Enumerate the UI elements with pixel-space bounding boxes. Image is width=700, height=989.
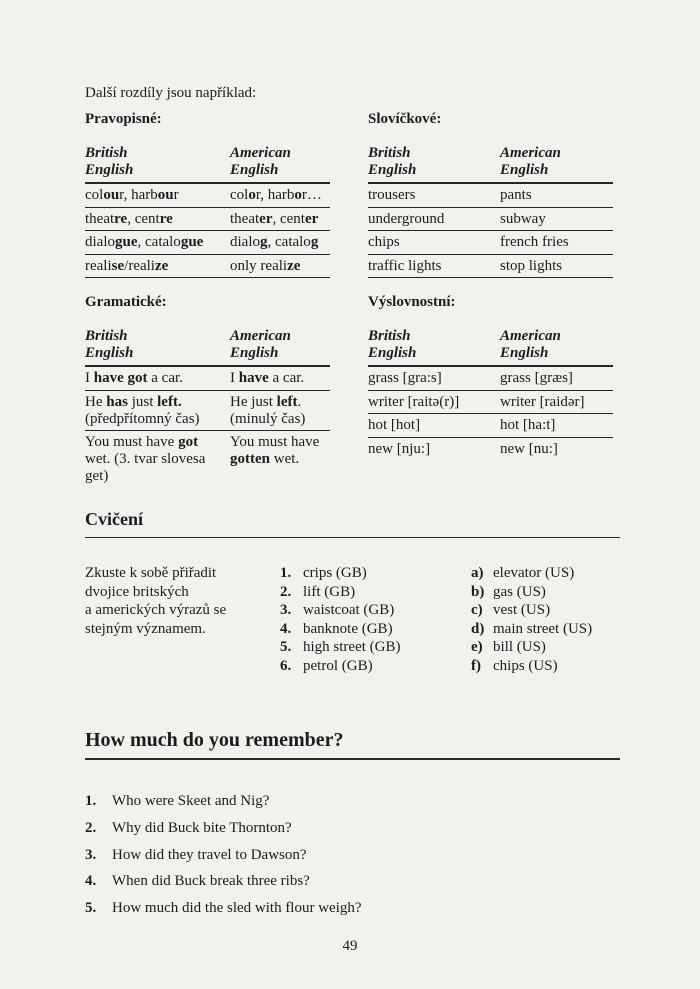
table-cell: dialog, catalog <box>230 234 319 250</box>
text-line: a amerických výrazů se <box>85 602 227 618</box>
table-header-british <box>368 145 500 178</box>
table-body <box>368 367 613 460</box>
list-item <box>85 788 620 815</box>
exercise-us-list <box>471 564 662 675</box>
table-cell: pants <box>500 187 532 203</box>
list-item-number: b) <box>471 583 485 600</box>
table-header-american <box>500 145 613 178</box>
table-row <box>368 391 613 415</box>
list-item <box>280 657 471 676</box>
list-item <box>471 620 662 639</box>
exercise-gb-list <box>280 564 471 675</box>
list-item <box>280 620 471 639</box>
header-line: English <box>230 161 279 178</box>
table-cell: hot [ha:t] <box>500 417 556 433</box>
exercise-instructions <box>85 564 280 675</box>
list-item-text: banknote (GB) <box>303 620 393 637</box>
table-cell: new [nju:] <box>368 440 431 457</box>
table-cell: writer [raidər] <box>500 393 585 410</box>
table-cell: I have got a car. <box>85 370 183 386</box>
list-item-number: c) <box>471 602 483 618</box>
list-item-text: petrol (GB) <box>303 657 373 674</box>
header-line: British <box>85 328 128 344</box>
table-cell: You must have gotten wet. <box>230 434 320 467</box>
list-item-text: chips (US) <box>493 657 558 674</box>
header-line: English <box>500 344 549 361</box>
table-row <box>368 208 613 232</box>
list-item-text: main street (US) <box>493 620 593 637</box>
table-header-row <box>368 145 613 184</box>
list-item-number: 2. <box>85 819 97 836</box>
table-cell: theater, center <box>230 210 319 227</box>
table-row <box>368 255 613 279</box>
table-row <box>85 431 330 488</box>
list-item <box>471 583 662 602</box>
table-row <box>85 391 330 432</box>
table-row <box>368 438 613 461</box>
header-line: English <box>85 344 134 361</box>
table-cell: only realize <box>230 257 301 274</box>
list-item-number: 5. <box>280 639 292 655</box>
text-line: dvojice britských <box>85 583 189 600</box>
table-cell: new [nu:] <box>500 440 558 457</box>
header-line: English <box>368 344 417 361</box>
header-line: American <box>230 328 291 344</box>
table-slovickove <box>368 110 613 278</box>
list-item-text: How did they travel to Dawson? <box>112 846 307 863</box>
tables-row-grammar-pronunciation <box>85 293 620 488</box>
table-header-row <box>85 328 330 367</box>
tables-row-spelling-vocabulary <box>85 110 620 278</box>
list-item-number: 6. <box>280 657 292 674</box>
header-line: American <box>500 328 561 344</box>
table-cell: colour, harbour <box>85 187 179 203</box>
table-cell: realise/realize <box>85 257 169 274</box>
table-header-row <box>85 145 330 184</box>
list-item-number: 1. <box>85 793 97 809</box>
list-item-number: f) <box>471 657 481 674</box>
table-title: Výslovnostní: <box>368 294 456 310</box>
remember-heading: How much do you remember? <box>85 728 620 760</box>
list-item-number: a) <box>471 565 484 581</box>
list-item <box>85 868 620 895</box>
table-pravopisne <box>85 110 330 278</box>
table-cell: traffic lights <box>368 257 442 274</box>
header-line: American <box>500 145 561 161</box>
table-row <box>368 184 613 208</box>
table-row <box>85 208 330 232</box>
remember-section <box>85 728 620 922</box>
list-item <box>280 638 471 657</box>
table-vyslovnostni <box>368 293 613 460</box>
list-item <box>471 657 662 676</box>
table-body <box>85 367 330 488</box>
table-cell: dialogue, catalogue <box>85 234 204 250</box>
table-cell: I have a car. <box>230 370 305 386</box>
list-item-number: 2. <box>280 583 292 600</box>
table-title: Gramatické: <box>85 294 167 310</box>
header-line: British <box>368 145 411 161</box>
list-item <box>280 564 471 583</box>
table-row <box>85 367 330 391</box>
table-cell: hot [hot] <box>368 417 421 433</box>
table-cell: writer [raitə(r)] <box>368 393 460 410</box>
exercise-section <box>85 508 620 675</box>
list-item <box>85 815 620 842</box>
header-line: English <box>230 344 279 361</box>
table-cell: You must have got wet. (3. tvar slovesa get) <box>85 434 206 484</box>
table-body <box>368 184 613 278</box>
header-line: British <box>368 328 411 344</box>
list-item-text: bill (US) <box>493 639 546 655</box>
list-item-text: gas (US) <box>493 583 546 600</box>
table-row <box>85 255 330 279</box>
header-line: English <box>500 161 549 178</box>
table-cell: He just left. (minulý čas) <box>230 393 306 427</box>
list-item <box>280 583 471 602</box>
text-line: stejným významem. <box>85 620 206 637</box>
table-header-row <box>368 328 613 367</box>
table-gramaticke <box>85 293 330 488</box>
list-item <box>280 601 471 620</box>
table-cell: french fries <box>500 234 569 250</box>
exercise-body <box>85 564 620 675</box>
text-line: Zkuste k sobě přiřadit <box>85 565 217 581</box>
table-cell: stop lights <box>500 257 563 274</box>
list-item-text: How much did the sled with flour weigh? <box>112 900 362 917</box>
table-cell: theatre, centre <box>85 210 173 227</box>
table-header-american <box>500 328 613 361</box>
list-item-text: waistcoat (GB) <box>303 602 395 618</box>
list-item-number: e) <box>471 639 483 655</box>
list-item-text: Why did Buck bite Thornton? <box>112 819 292 836</box>
table-header-american <box>230 328 330 361</box>
list-item-number: 3. <box>85 846 97 863</box>
list-item-number: 4. <box>280 620 292 637</box>
table-cell: He has just left. (předpřítomný čas) <box>85 393 200 427</box>
list-item-number: 1. <box>280 565 292 581</box>
list-item-text: When did Buck break three ribs? <box>112 873 310 890</box>
table-row <box>368 231 613 255</box>
list-item-text: lift (GB) <box>303 583 356 600</box>
list-item <box>471 601 662 620</box>
list-item-number: 3. <box>280 602 292 618</box>
table-header-british <box>85 145 230 178</box>
table-row <box>368 414 613 438</box>
table-cell: grass [græs] <box>500 370 573 386</box>
header-line: English <box>85 161 134 178</box>
table-header-british <box>85 328 230 361</box>
table-cell: subway <box>500 210 546 227</box>
list-item-text: crips (GB) <box>303 565 367 581</box>
table-cell: trousers <box>368 187 416 203</box>
list-item <box>85 842 620 869</box>
table-cell: chips <box>368 234 400 250</box>
table-header-american <box>230 145 330 178</box>
questions-list <box>85 788 620 922</box>
table-cell: grass [gra:s] <box>368 370 442 386</box>
intro-text: Další rozdíly jsou například: <box>85 85 257 101</box>
exercise-heading: Cvičení <box>85 508 620 538</box>
list-item-number: 5. <box>85 900 97 917</box>
table-cell: underground <box>368 210 445 227</box>
header-line: British <box>85 145 128 161</box>
list-item-number: d) <box>471 620 485 637</box>
table-body <box>85 184 330 278</box>
list-item-text: elevator (US) <box>493 565 575 581</box>
list-item-text: high street (GB) <box>303 639 401 655</box>
table-row <box>368 367 613 391</box>
header-line: American <box>230 145 291 161</box>
header-line: English <box>368 161 417 178</box>
list-item <box>471 564 662 583</box>
table-row <box>85 231 330 255</box>
list-item-text: Who were Skeet and Nig? <box>112 793 270 809</box>
table-title: Slovíčkové: <box>368 111 442 127</box>
list-item-text: vest (US) <box>493 602 551 618</box>
table-cell: color, harbor… <box>230 187 322 203</box>
table-title: Pravopisné: <box>85 111 162 127</box>
list-item-number: 4. <box>85 873 97 890</box>
list-item <box>471 638 662 657</box>
page-number: 49 <box>342 938 358 954</box>
table-header-british <box>368 328 500 361</box>
list-item <box>85 895 620 922</box>
table-row <box>85 184 330 208</box>
